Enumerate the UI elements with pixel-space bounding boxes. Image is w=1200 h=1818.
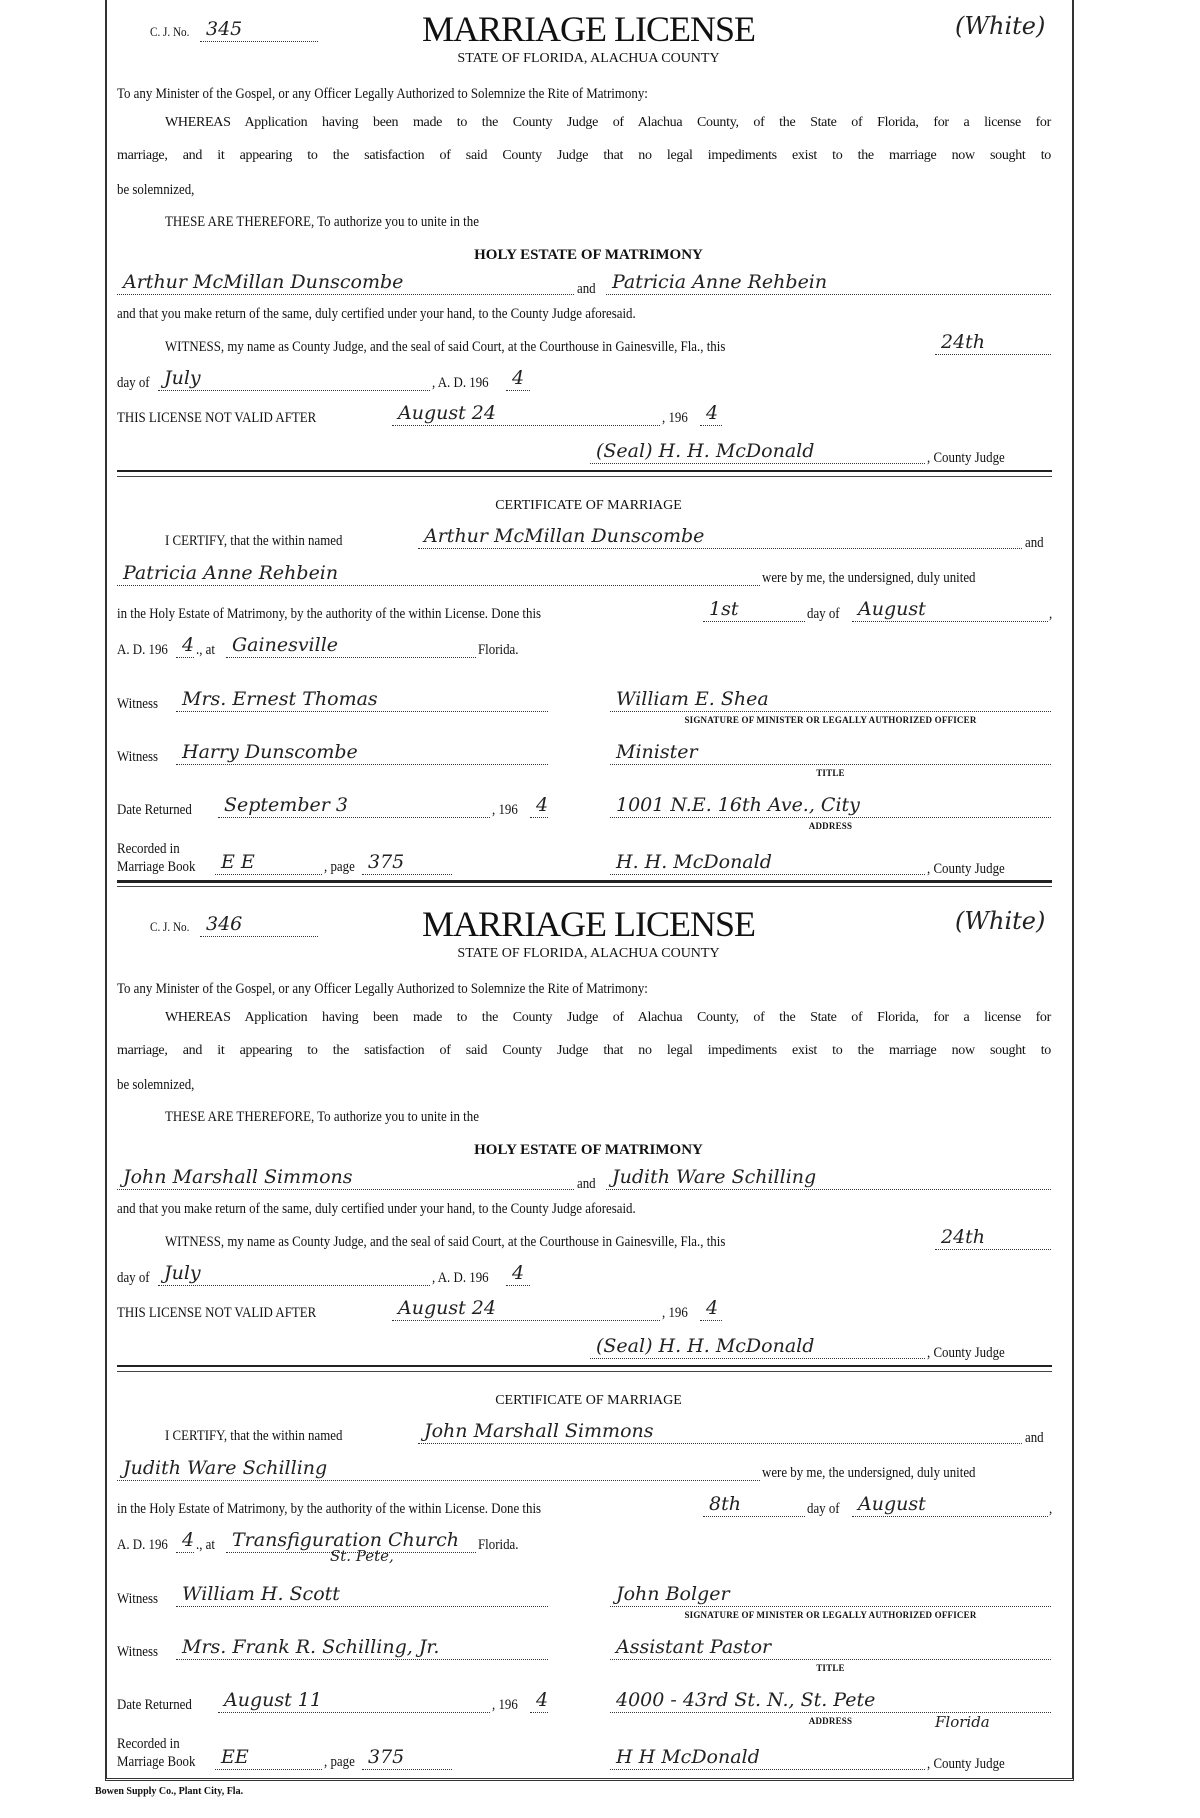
cert-judge-signature-field[interactable] xyxy=(610,851,925,875)
witness-2-field[interactable] xyxy=(176,1636,548,1660)
bride-name-field[interactable] xyxy=(606,271,1051,295)
were-by-me-label: were by me, the undersigned, duly united xyxy=(762,570,976,586)
whereas-line-3: be solemnized, xyxy=(117,182,195,198)
witness-1-field[interactable] xyxy=(176,688,548,712)
holy-authority-label: in the Holy Estate of Matrimony, by the authority of the within License. Done this xyxy=(117,606,542,622)
county-judge-signature-field[interactable] xyxy=(590,440,925,464)
valid-until-field-value: August 24 xyxy=(398,1297,496,1319)
cert-ad-label: A. D. 196 xyxy=(117,1537,168,1553)
page-field[interactable] xyxy=(362,1746,452,1770)
cert-groom-field-value: Arthur McMillan Dunscombe xyxy=(424,525,705,547)
date-returned-field[interactable] xyxy=(218,794,490,818)
marriage-book-field-value: E E xyxy=(221,851,255,873)
valid-year-field[interactable] xyxy=(700,1297,722,1321)
witness-clause: WITNESS, my name as County Judge, and the seal of said Court, at the Courthouse in Gainesville, Fla., this xyxy=(165,339,726,355)
witness-month-field-value: July xyxy=(164,1262,201,1284)
license-subtitle: STATE OF FLORIDA, ALACHUA COUNTY xyxy=(457,946,720,961)
cert-and-label: and xyxy=(1025,535,1044,551)
bride-name-field-value: Patricia Anne Rehbein xyxy=(612,271,828,293)
returned-year-field[interactable] xyxy=(530,1689,549,1713)
whereas-line-2: marriage, and it appearing to the satisfaction of said County Judge that no legal impediments exist to the marriage now sought to xyxy=(117,148,1051,163)
witness-1-label: Witness xyxy=(117,696,159,712)
groom-name-field-value: John Marshall Simmons xyxy=(123,1166,353,1188)
cj-number-label: C. J. No. xyxy=(150,919,190,934)
cert-day-field-value: 8th xyxy=(709,1493,741,1515)
section-divider xyxy=(117,476,1052,477)
county-judge-signature-field-value: (Seal) H. H. McDonald xyxy=(596,440,815,462)
whereas-line-1: WHEREAS Application having been made to the County Judge of Alachua County, of the State of Florida, for a license for xyxy=(165,115,1051,130)
witness-1-field-value: William H. Scott xyxy=(182,1583,340,1605)
florida-label: Florida. xyxy=(478,1537,519,1553)
witness-2-label: Witness xyxy=(117,1644,159,1660)
officer-title-label: TITLE xyxy=(816,768,845,778)
witness-2-field-value: Harry Dunscombe xyxy=(182,741,358,763)
certificate-heading: CERTIFICATE OF MARRIAGE xyxy=(495,498,682,513)
license-title: MARRIAGE LICENSE xyxy=(422,904,755,944)
bride-name-field-value: Judith Ware Schilling xyxy=(612,1166,817,1188)
marriage-book-field[interactable] xyxy=(215,851,322,875)
cj-number-field-value: 346 xyxy=(206,913,243,935)
not-valid-after-label: THIS LICENSE NOT VALID AFTER xyxy=(117,410,317,426)
officer-address-label: ADDRESS xyxy=(808,1716,853,1726)
valid-year-field-value: 4 xyxy=(706,1297,719,1319)
marriage-book-label: Marriage Book xyxy=(117,1754,196,1770)
valid-until-field[interactable] xyxy=(392,402,660,426)
cert-place-note: St. Pete, xyxy=(330,1547,394,1565)
officer-address-label: ADDRESS xyxy=(808,821,853,831)
witness-day-field-value: 24th xyxy=(941,331,986,353)
witness-day-field-value: 24th xyxy=(941,1226,986,1248)
cert-month-field[interactable] xyxy=(852,1493,1048,1517)
officer-title-field-value: Assistant Pastor xyxy=(616,1636,772,1658)
groom-name-field-value: Arthur McMillan Dunscombe xyxy=(123,271,404,293)
witness-year-field-value: 4 xyxy=(512,367,525,389)
officer-signature-field[interactable] xyxy=(610,688,1051,712)
officer-title-field[interactable] xyxy=(610,741,1051,765)
cert-day-field-value: 1st xyxy=(709,598,739,620)
cert-month-field-value: August xyxy=(858,1493,926,1515)
officer-signature-field[interactable] xyxy=(610,1583,1051,1607)
section-divider xyxy=(117,880,1052,883)
ad-year-label: , A. D. 196 xyxy=(432,375,489,391)
county-judge-label: , County Judge xyxy=(927,1345,1005,1361)
marriage-book-field-value: EE xyxy=(221,1746,249,1768)
cert-bride-field-value: Patricia Anne Rehbein xyxy=(123,562,339,584)
witness-year-field-value: 4 xyxy=(512,1262,525,1284)
cert-judge-signature-field-value: H H McDonald xyxy=(616,1746,760,1768)
page-field-value: 375 xyxy=(368,851,405,873)
returned-year-label: , 196 xyxy=(492,802,518,818)
cert-bride-field-value: Judith Ware Schilling xyxy=(123,1457,328,1479)
officer-title-label: TITLE xyxy=(816,1663,845,1673)
marriage-book-field[interactable] xyxy=(215,1746,322,1770)
witness-2-label: Witness xyxy=(117,749,159,765)
cert-groom-field[interactable] xyxy=(418,525,1022,549)
officer-address-field[interactable] xyxy=(610,1689,1051,1713)
cert-year-field-value: 4 xyxy=(182,634,195,656)
witness-clause: WITNESS, my name as County Judge, and the seal of said Court, at the Courthouse in Gainesville, Fla., this xyxy=(165,1234,726,1250)
cert-groom-field-value: John Marshall Simmons xyxy=(424,1420,654,1442)
page-field-value: 375 xyxy=(368,1746,405,1768)
valid-until-field[interactable] xyxy=(392,1297,660,1321)
cert-ad-label: A. D. 196 xyxy=(117,642,168,658)
salutation: To any Minister of the Gospel, or any Officer Legally Authorized to Solemnize the Rite of Matrimony: xyxy=(117,86,648,102)
county-judge-signature-field[interactable] xyxy=(590,1335,925,1359)
groom-name-field[interactable] xyxy=(117,1166,574,1190)
valid-year-field[interactable] xyxy=(700,402,722,426)
whereas-line-3: be solemnized, xyxy=(117,1077,195,1093)
and-label: and xyxy=(577,281,596,297)
bride-name-field[interactable] xyxy=(606,1166,1051,1190)
cert-place-field-value: Transfiguration Church xyxy=(232,1529,459,1551)
valid-year-label: , 196 xyxy=(662,1305,688,1321)
at-label: ., at xyxy=(196,1537,215,1553)
whereas-line-2: marriage, and it appearing to the satisfaction of said County Judge that no legal impediments exist to the marriage now sought to xyxy=(117,1043,1051,1058)
cert-day-field[interactable] xyxy=(703,1493,805,1517)
cert-county-judge-label: , County Judge xyxy=(927,1756,1005,1772)
witness-1-field-value: Mrs. Ernest Thomas xyxy=(182,688,378,710)
whereas-line-1: WHEREAS Application having been made to the County Judge of Alachua County, of the State of Florida, for a license for xyxy=(165,1010,1051,1025)
officer-signature-field-value: William E. Shea xyxy=(616,688,769,710)
page-label: , page xyxy=(324,859,355,875)
were-by-me-label: were by me, the undersigned, duly united xyxy=(762,1465,976,1481)
returned-year-field-value: 4 xyxy=(536,1689,549,1711)
florida-label: Florida. xyxy=(478,642,519,658)
witness-2-field[interactable] xyxy=(176,741,548,765)
cert-year-field-value: 4 xyxy=(182,1529,195,1551)
date-returned-field-value: September 3 xyxy=(224,794,348,816)
section-divider xyxy=(117,1371,1052,1372)
day-of-label: day of xyxy=(117,375,150,391)
returned-year-field-value: 4 xyxy=(536,794,549,816)
cert-year-field[interactable] xyxy=(176,1529,195,1553)
officer-title-field-value: Minister xyxy=(616,741,698,763)
cert-bride-field[interactable] xyxy=(117,1457,760,1481)
i-certify-label: I CERTIFY, that the within named xyxy=(165,533,343,549)
holy-authority-label: in the Holy Estate of Matrimony, by the authority of the within License. Done this xyxy=(117,1501,542,1517)
witness-day-field[interactable] xyxy=(935,1226,1051,1250)
race-note: (White) xyxy=(955,12,1046,40)
holy-estate-heading: HOLY ESTATE OF MATRIMONY xyxy=(474,1142,703,1158)
therefore-line: THESE ARE THEREFORE, To authorize you to unite in the xyxy=(165,1109,479,1125)
witness-2-field-value: Mrs. Frank R. Schilling, Jr. xyxy=(182,1636,440,1658)
marriage-book-label: Marriage Book xyxy=(117,859,196,875)
valid-year-label: , 196 xyxy=(662,410,688,426)
salutation: To any Minister of the Gospel, or any Officer Legally Authorized to Solemnize the Rite of Matrimony: xyxy=(117,981,648,997)
cert-judge-signature-field-value: H. H. McDonald xyxy=(616,851,772,873)
section-divider xyxy=(117,886,1052,887)
witness-month-field[interactable] xyxy=(158,367,430,391)
recorded-in-label: Recorded in xyxy=(117,1736,180,1752)
cert-bride-field[interactable] xyxy=(117,562,760,586)
comma: , xyxy=(1049,1501,1053,1517)
witness-1-label: Witness xyxy=(117,1591,159,1607)
cert-groom-field[interactable] xyxy=(418,1420,1022,1444)
county-judge-signature-field-value: (Seal) H. H. McDonald xyxy=(596,1335,815,1357)
officer-address-field[interactable] xyxy=(610,794,1051,818)
return-line: and that you make return of the same, duly certified under your hand, to the County Judge aforesaid. xyxy=(117,1201,636,1217)
witness-year-field[interactable] xyxy=(506,367,530,391)
officer-signature-label: SIGNATURE OF MINISTER OR LEGALLY AUTHORIZED OFFICER xyxy=(684,1610,977,1620)
cert-month-field-value: August xyxy=(858,598,926,620)
at-label: ., at xyxy=(196,642,215,658)
comma: , xyxy=(1049,606,1053,622)
valid-until-field-value: August 24 xyxy=(398,402,496,424)
page-label: , page xyxy=(324,1754,355,1770)
county-judge-label: , County Judge xyxy=(927,450,1005,466)
printer-imprint: Bowen Supply Co., Plant City, Fla. xyxy=(95,1786,244,1797)
holy-estate-heading: HOLY ESTATE OF MATRIMONY xyxy=(474,247,703,263)
witness-1-field[interactable] xyxy=(176,1583,548,1607)
cert-place-field[interactable] xyxy=(226,634,476,658)
witness-year-field[interactable] xyxy=(506,1262,530,1286)
witness-month-field[interactable] xyxy=(158,1262,430,1286)
section-divider xyxy=(117,470,1052,472)
cert-day-field[interactable] xyxy=(703,598,805,622)
cert-judge-signature-field[interactable] xyxy=(610,1746,925,1770)
recorded-in-label: Recorded in xyxy=(117,841,180,857)
date-returned-label: Date Returned xyxy=(117,1697,192,1713)
officer-title-field[interactable] xyxy=(610,1636,1051,1660)
cj-number-field-value: 345 xyxy=(206,18,243,40)
valid-year-field-value: 4 xyxy=(706,402,719,424)
license-subtitle: STATE OF FLORIDA, ALACHUA COUNTY xyxy=(457,51,720,66)
witness-month-field-value: July xyxy=(164,367,201,389)
page-field[interactable] xyxy=(362,851,452,875)
officer-address-field-value: 4000 - 43rd St. N., St. Pete xyxy=(616,1689,876,1711)
date-returned-field[interactable] xyxy=(218,1689,490,1713)
returned-year-field[interactable] xyxy=(530,794,549,818)
officer-address-field-value: 1001 N.E. 16th Ave., City xyxy=(616,794,860,816)
returned-year-label: , 196 xyxy=(492,1697,518,1713)
cert-year-field[interactable] xyxy=(176,634,195,658)
certificate-heading: CERTIFICATE OF MARRIAGE xyxy=(495,1393,682,1408)
officer-signature-label: SIGNATURE OF MINISTER OR LEGALLY AUTHORIZED OFFICER xyxy=(684,715,977,725)
race-note: (White) xyxy=(955,907,1046,935)
officer-signature-field-value: John Bolger xyxy=(616,1583,730,1605)
date-returned-field-value: August 11 xyxy=(224,1689,322,1711)
groom-name-field[interactable] xyxy=(117,271,574,295)
witness-day-field[interactable] xyxy=(935,331,1051,355)
license-title: MARRIAGE LICENSE xyxy=(422,9,755,49)
not-valid-after-label: THIS LICENSE NOT VALID AFTER xyxy=(117,1305,317,1321)
cert-month-field[interactable] xyxy=(852,598,1048,622)
cert-county-judge-label: , County Judge xyxy=(927,861,1005,877)
date-returned-label: Date Returned xyxy=(117,802,192,818)
cert-place-field-value: Gainesville xyxy=(232,634,339,656)
therefore-line: THESE ARE THEREFORE, To authorize you to unite in the xyxy=(165,214,479,230)
cert-day-of-label: day of xyxy=(807,606,840,622)
cert-and-label: and xyxy=(1025,1430,1044,1446)
cj-number-label: C. J. No. xyxy=(150,24,190,39)
i-certify-label: I CERTIFY, that the within named xyxy=(165,1428,343,1444)
cert-day-of-label: day of xyxy=(807,1501,840,1517)
and-label: and xyxy=(577,1176,596,1192)
day-of-label: day of xyxy=(117,1270,150,1286)
ad-year-label: , A. D. 196 xyxy=(432,1270,489,1286)
officer-address-note: Florida xyxy=(935,1713,990,1731)
section-divider xyxy=(117,1365,1052,1367)
return-line: and that you make return of the same, duly certified under your hand, to the County Judge aforesaid. xyxy=(117,306,636,322)
